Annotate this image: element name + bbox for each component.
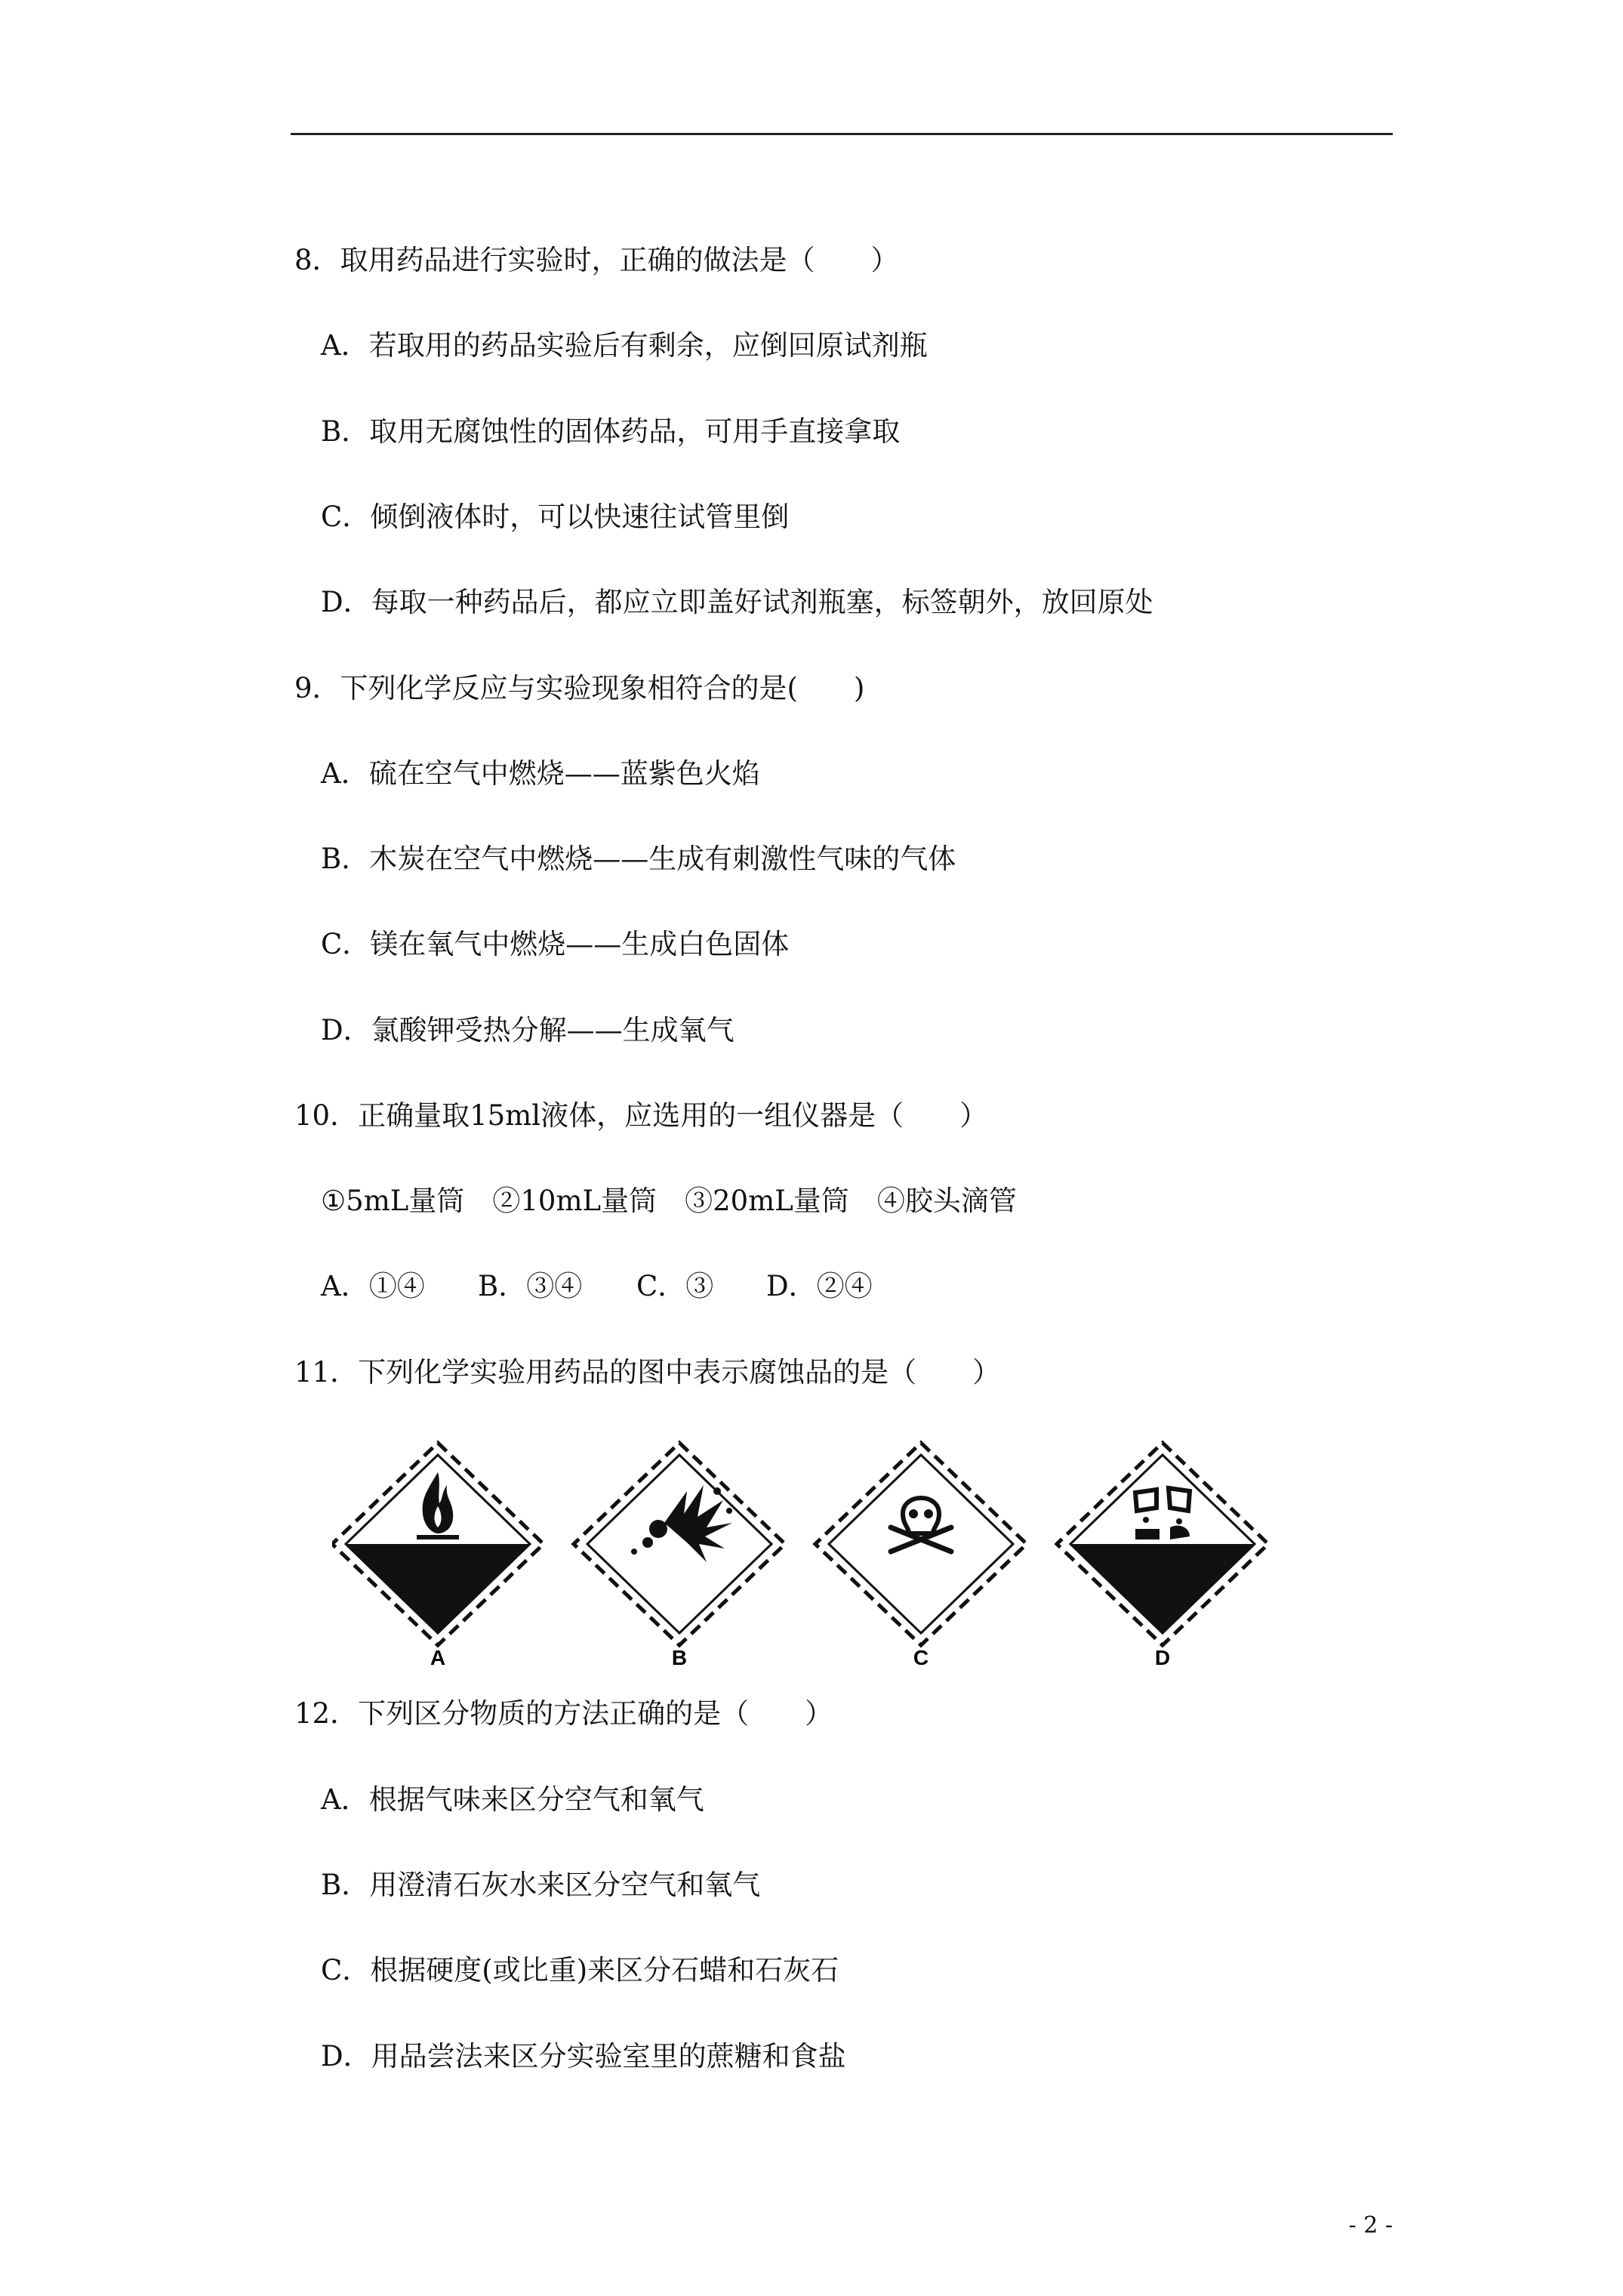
question-12-option-d: D．用品尝法来区分实验室里的蔗糖和食盐 <box>321 2040 846 2073</box>
hazard-symbol-label-d: D <box>1154 1646 1171 1665</box>
question-12-option-a: A．根据气味来区分空气和氧气 <box>321 1783 704 1816</box>
hazard-symbol-b <box>574 1443 785 1665</box>
hazard-symbol-label-a: A <box>430 1646 446 1665</box>
question-8-stem: 8．取用药品进行实验时，正确的做法是（ ） <box>294 244 899 276</box>
question-10-instruments: ①5mL量筒 ②10mL量筒 ③20mL量筒 ④胶头滴管 <box>321 1185 1017 1217</box>
question-12-option-b: B．用澄清石灰水来区分空气和氧气 <box>321 1869 761 1901</box>
question-12-option-c: C．根据硬度(或比重)来区分石蜡和石灰石 <box>321 1954 839 1986</box>
question-10-answer-d: D．②④ <box>766 1270 873 1302</box>
question-11-stem: 11．下列化学实验用药品的图中表示腐蚀品的是（ ） <box>294 1356 1001 1388</box>
hazard-symbol-d <box>1057 1443 1268 1665</box>
hazard-symbol-label-b: B <box>671 1646 688 1665</box>
page-number: - 2 - <box>1348 2212 1393 2239</box>
question-8-option-c: C．倾倒液体时，可以快速往试管里倒 <box>321 501 790 533</box>
hazard-symbol-c <box>815 1443 1027 1665</box>
hazard-symbol-label-c: C <box>913 1646 929 1665</box>
question-8-option-b: B．取用无腐蚀性的固体药品，可用手直接拿取 <box>321 415 901 448</box>
question-10-answers <box>321 1270 873 1303</box>
question-9-option-b: B．木炭在空气中燃烧——生成有刺激性气味的气体 <box>321 843 956 875</box>
question-9-option-c: C．镁在氧气中燃烧——生成白色固体 <box>321 928 790 960</box>
question-10-stem: 10．正确量取15ml液体，应选用的一组仪器是（ ） <box>294 1099 988 1132</box>
question-9-stem: 9．下列化学反应与实验现象相符合的是( ) <box>294 672 865 704</box>
question-8-option-a: A．若取用的药品实验后有剩余，应倒回原试剂瓶 <box>321 329 928 362</box>
question-10-answer-c: C．③ <box>636 1270 714 1302</box>
question-9-option-a: A．硫在空气中燃烧——蓝紫色火焰 <box>321 757 760 790</box>
hazard-symbol-a <box>332 1443 544 1665</box>
question-10-answer-b: B．③④ <box>478 1270 583 1302</box>
question-10-answer-a: A．①④ <box>321 1270 425 1302</box>
question-12-stem: 12．下列区分物质的方法正确的是（ ） <box>294 1697 833 1730</box>
header-rule <box>291 133 1393 135</box>
question-8-option-d: D．每取一种药品后，都应立即盖好试剂瓶塞，标签朝外，放回原处 <box>321 586 1153 618</box>
hazard-symbols <box>332 1438 1306 1665</box>
question-9-option-d: D．氯酸钾受热分解——生成氧气 <box>321 1014 735 1046</box>
